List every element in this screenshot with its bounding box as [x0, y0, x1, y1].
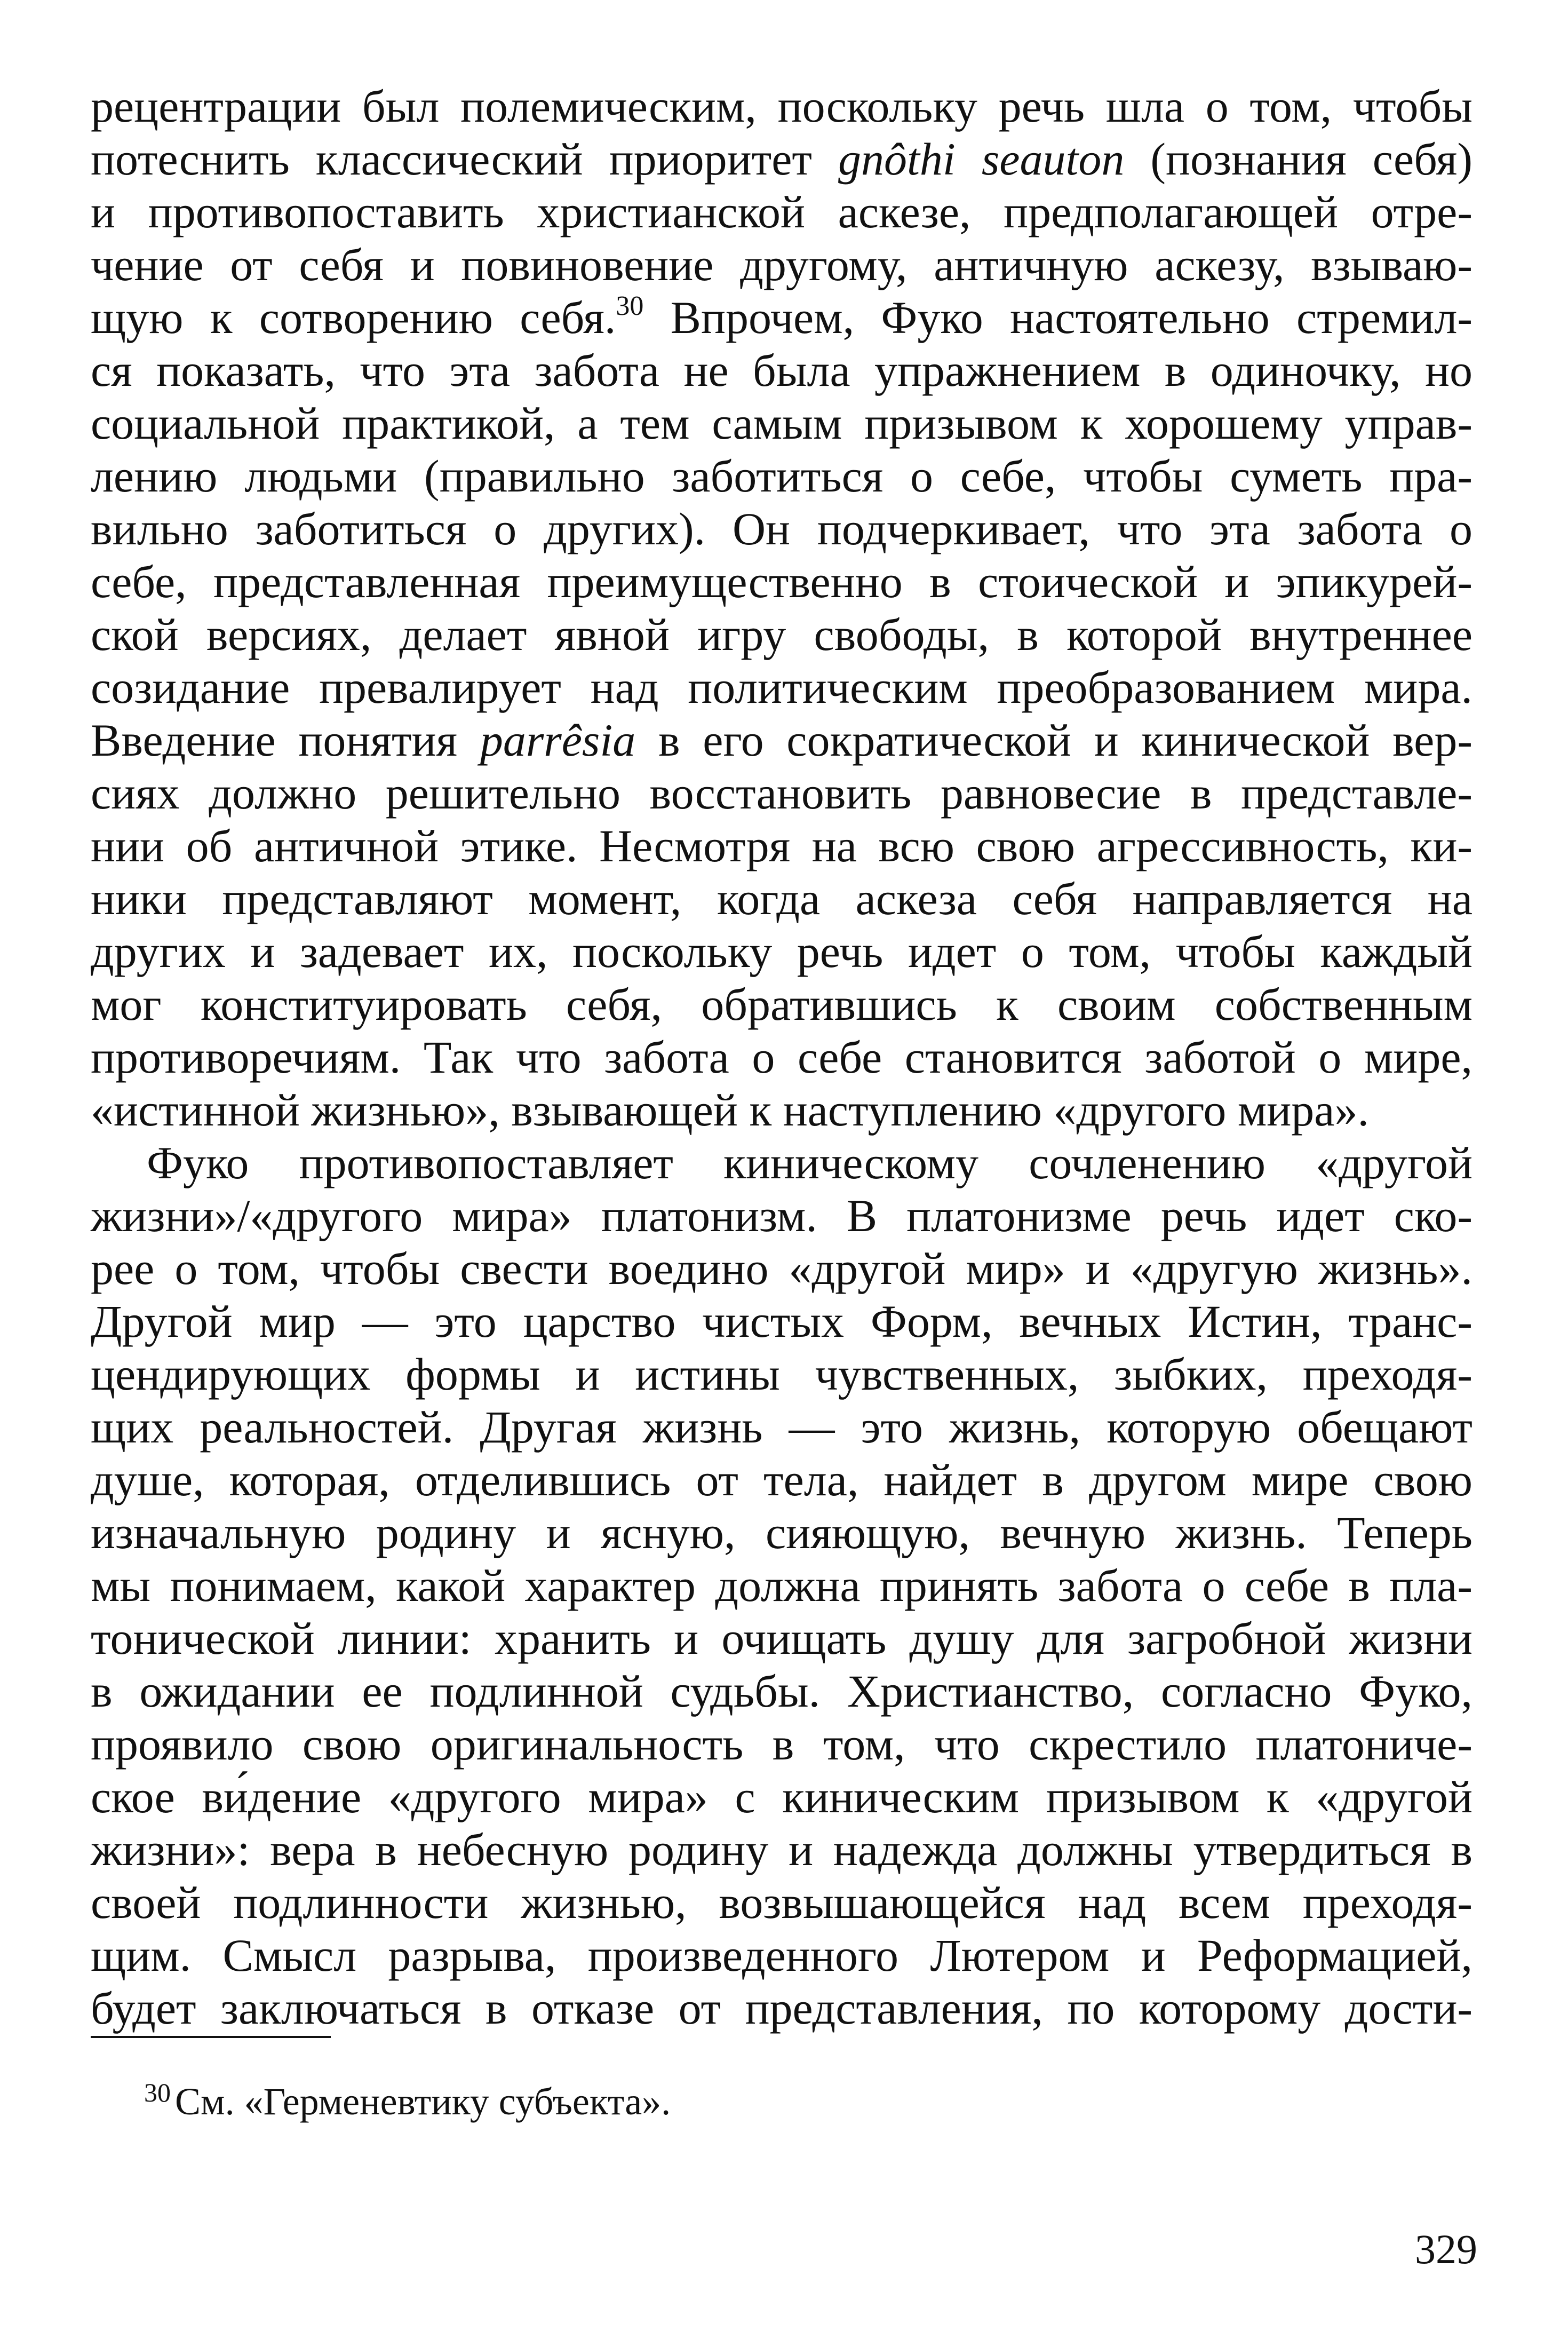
page-number: 329 — [1415, 2226, 1477, 2272]
text-line: щим. Смысл разрыва, произведенного Лютером и Реформацией, — [91, 1930, 1473, 1981]
text-line: Фуко противопоставляет киническому сочленению «другой — [147, 1137, 1473, 1188]
text-line: Другой мир — это царство чистых Форм, вечных Истин, транс- — [91, 1296, 1473, 1347]
text-line: мы понимаем, какой характер должна принять забота о себе в пла- — [91, 1560, 1473, 1611]
text-line: в ожидании ее подлинной судьбы. Христианство, согласно Фуко, — [91, 1666, 1473, 1717]
text-line: жизни»: вера в небесную родину и надежда должны утвердиться в — [91, 1824, 1473, 1875]
text-line: ся показать, что эта забота не была упражнением в одиночку, но — [91, 345, 1473, 396]
text-segment: потеснить классический приоритет — [91, 133, 839, 185]
text-line: своей подлинности жизнью, возвышающейся над всем преходя- — [91, 1877, 1473, 1928]
text-line: рецентрации был полемическим, поскольку речь шла о том, чтобы — [91, 81, 1473, 132]
text-segment: (познания себя) — [1124, 133, 1473, 185]
text-line: «истинной жизнью», взывающей к наступлению «другого мира». — [91, 1084, 1369, 1136]
text-line: чение от себя и повиновение другому, античную аскезу, взываю- — [91, 239, 1473, 290]
text-line: ники представляют момент, когда аскеза себя направляется на — [91, 873, 1473, 924]
text-line: ское ви́дение «другого мира» с киническим призывом к «другой — [91, 1771, 1473, 1822]
text-line: цендирующих формы и истины чувственных, зыбких, преходя- — [91, 1349, 1473, 1400]
body-text — [91, 80, 1473, 2035]
text-line: душе, которая, отделившись от тела, найдет в другом мире свою — [91, 1454, 1473, 1505]
text-segment: Введение понятия — [91, 715, 480, 766]
italic-term: parrêsia — [480, 715, 636, 766]
text-segment: щую к сотворению себя. — [91, 292, 616, 343]
text-segment: в его сократической и кинической вер- — [635, 715, 1473, 766]
text-line: будет заключаться в отказе от представления, по которому дости- — [91, 1983, 1473, 2034]
text-segment: Впрочем, Фуко настоятельно стремил- — [643, 292, 1473, 343]
text-line — [91, 714, 1473, 767]
text-line: себе, представленная преимущественно в стоической и эпикурей- — [91, 556, 1473, 607]
text-line: жизни»/«другого мира» платонизм. В платонизме речь идет ско- — [91, 1190, 1473, 1241]
text-line: мог конституировать себя, обратившись к своим собственным — [91, 979, 1473, 1030]
text-line: лению людьми (правильно заботиться о себе, чтобы суметь пра- — [91, 450, 1473, 502]
text-line: проявило свою оригинальность в том, что скрестило платониче- — [91, 1718, 1473, 1770]
text-line: социальной практикой, а тем самым призывом к хорошему управ- — [91, 398, 1473, 449]
text-line: щих реальностей. Другая жизнь — это жизнь, которую обещают — [91, 1401, 1473, 1453]
footnote-reference: 30 — [616, 291, 644, 321]
text-line — [91, 291, 1473, 344]
text-line: ской версиях, делает явной игру свободы, в которой внутреннее — [91, 609, 1473, 660]
footnote-text: См. «Герменевтику субъекта». — [175, 2080, 671, 2123]
text-line: созидание превалирует над политическим преобразованием мира. — [91, 662, 1473, 713]
text-line — [91, 133, 1473, 186]
text-line: вильно заботиться о других). Он подчеркивает, что эта забота о — [91, 503, 1473, 554]
footnote — [144, 2079, 671, 2124]
text-line: других и задевает их, поскольку речь идет о том, чтобы каждый — [91, 926, 1473, 977]
italic-term: gnôthi seauton — [838, 133, 1125, 185]
text-line: противоречиям. Так что забота о себе становится заботой о мире, — [91, 1032, 1473, 1083]
text-line: тонической линии: хранить и очищать душу для загробной жизни — [91, 1613, 1473, 1664]
text-line: и противопоставить христианской аскезе, предполагающей отре- — [91, 186, 1473, 237]
text-line: сиях должно решительно восстановить равновесие в представле- — [91, 767, 1473, 819]
text-line: нии об античной этике. Несмотря на всю свою агрессивность, ки- — [91, 820, 1473, 871]
text-line: рее о том, чтобы свести воедино «другой мир» и «другую жизнь». — [91, 1243, 1473, 1294]
footnote-divider — [91, 2036, 331, 2038]
text-line: изначальную родину и ясную, сияющую, вечную жизнь. Теперь — [91, 1507, 1473, 1558]
footnote-number: 30 — [144, 2078, 171, 2107]
